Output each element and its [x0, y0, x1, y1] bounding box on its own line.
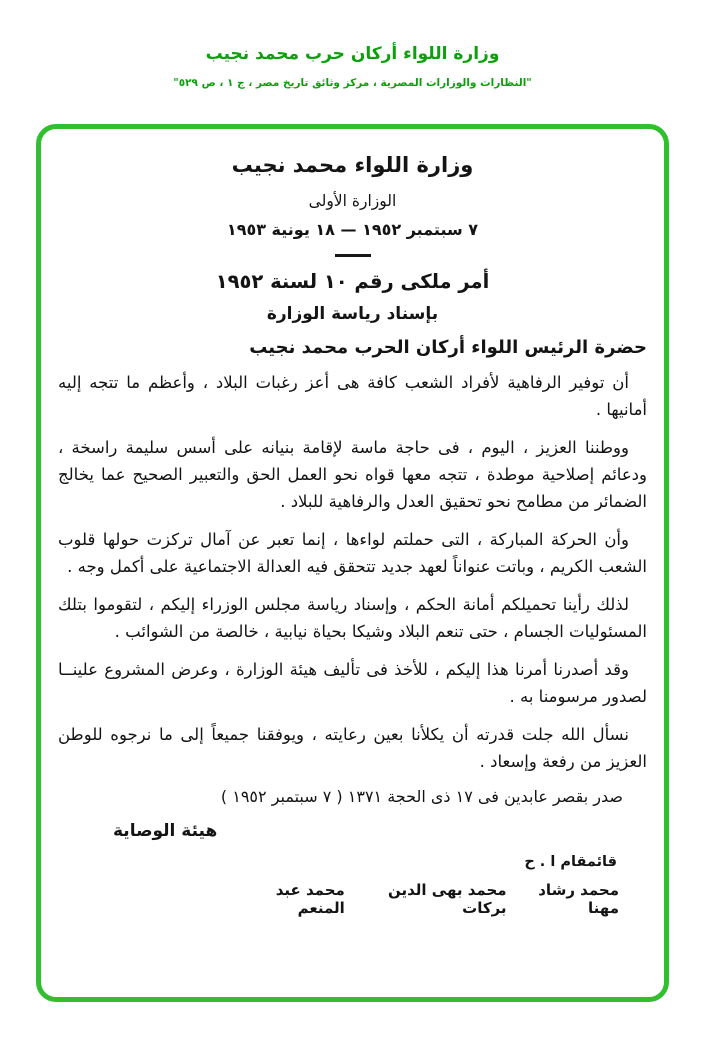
section-divider — [335, 254, 371, 257]
regency-council-heading: هيئة الوصاية — [113, 821, 218, 841]
body-paragraph: أن توفير الرفاهية لأفراد الشعب كافة هى أعز رغبات البلاد ، وأعظم ما تتجه إليه أمانيها . — [58, 373, 647, 419]
signatory-name: محمد بهى الدين بركات — [388, 881, 507, 917]
page-title: وزارة اللواء أركان حرب محمد نجيب — [205, 44, 500, 64]
decree-subject: بإسناد رياسة الوزارة — [266, 304, 439, 324]
signatories-row — [58, 881, 647, 917]
ministry-title: وزارة اللواء محمد نجيب — [231, 153, 474, 177]
signatory-name: محمد رشاد مهنا — [538, 881, 619, 917]
addressee-line: حضرة الرئيس اللواء أركان الحرب محمد نجيب — [249, 337, 647, 358]
issuance-line: صدر بقصر عابدين فى ١٧ ذى الحجة ١٣٧١ ( ٧ سبتمبر ١٩٥٢ ) — [220, 787, 623, 806]
body-paragraph: وأن الحركة المباركة ، التى حملتم لواءها ، إنما تعبر عن آمال تركزت حولها قلوب الشعب الكريم ، وباتت عنواناً لعهد جديد تتحقق فيه العدالة الاجتماعية على أكمل وجه . — [58, 530, 647, 576]
ministry-ordinal: الوزارة الأولى — [308, 192, 397, 210]
body-paragraph: ووطننا العزيز ، اليوم ، فى حاجة ماسة لإقامة بنيانه على أسس سليمة راسخة ، ودعائم إصلاحية موطدة ، تتجه معها قواه نحو العمل الحق والتعبير الصحيح عما يخالج الضمائر من مطامح نحو تحقيق العدل والرفاهية للبلاد . — [58, 438, 647, 511]
source-citation: "النظارات والوزارات المصرية ، مركز وثائق تاريخ مصر ، ج ١ ، ص ٥٢٩" — [173, 77, 532, 89]
body-paragraph: وقد أصدرنا أمرنا هذا إليكم ، للأخذ فى تأليف هيئة الوزارة ، وعرض المشروع علينــا لصدور مرسومنا به . — [58, 660, 647, 706]
signatory-name: محمد عبد المنعم — [275, 881, 345, 917]
rank-line: قائمقام ا . ح — [524, 854, 617, 870]
page-header — [0, 44, 705, 89]
decree-title: أمر ملكى رقم ١٠ لسنة ١٩٥٢ — [215, 270, 490, 293]
body-paragraph: نسأل الله جلت قدرته أن يكلأنا بعين رعايته ، ويوفقنا جميعاً إلى ما نرجوه للوطن العزيز من رفعة وإسعاد . — [58, 725, 647, 771]
body-paragraph: لذلك رأينا تحميلكم أمانة الحكم ، وإسناد رياسة مجلس الوزراء إليكم ، لتقوموا بتلك المسئوليات الجسام ، حتى تنعم البلاد وشيكا بحياة نيابية ، خالصة من الشوائب . — [58, 595, 647, 641]
document-frame — [36, 124, 669, 1002]
ministry-date-range: ٧ سبتمبر ١٩٥٢ — ١٨ يونية ١٩٥٣ — [226, 220, 479, 239]
